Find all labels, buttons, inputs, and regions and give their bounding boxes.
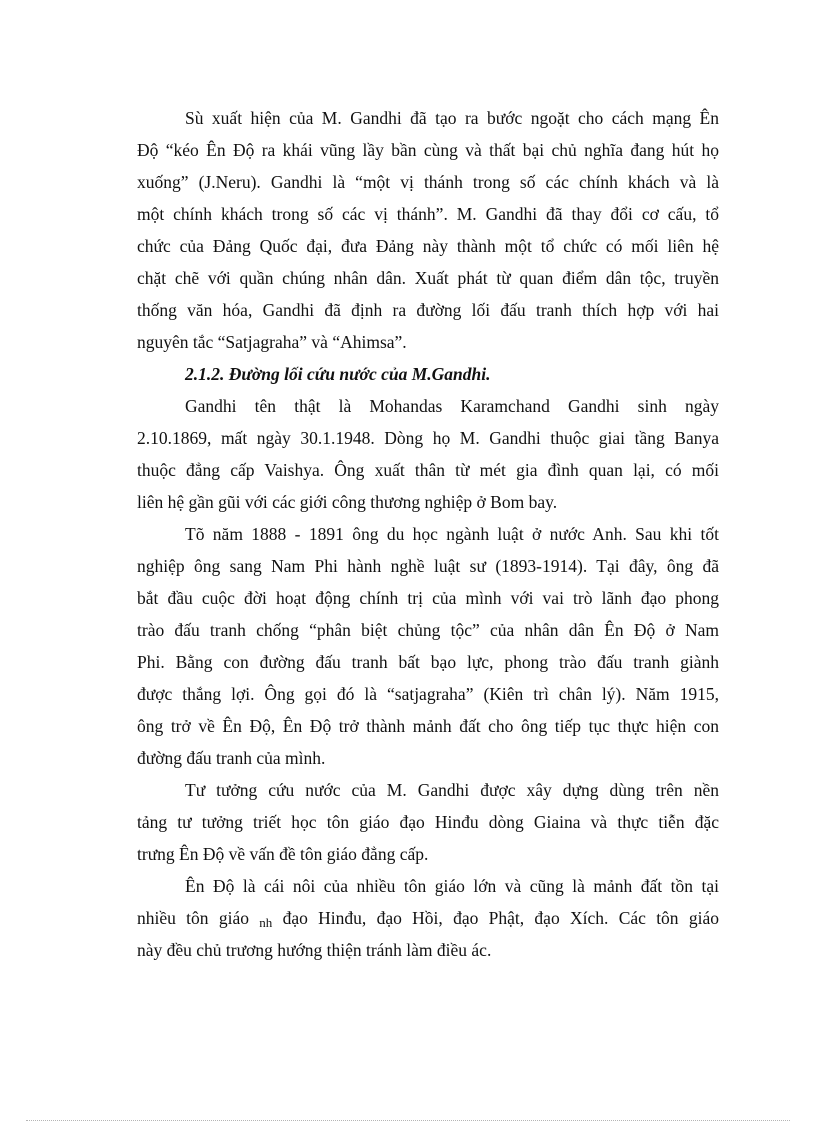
paragraph-2 xyxy=(137,390,719,518)
text-line: Tư tưởng cứu nước của M. Gandhi được xây dựng dùng trên nền xyxy=(185,780,719,800)
page-bottom-dotted-rule xyxy=(26,1120,790,1121)
text-line xyxy=(137,902,719,934)
text-line: ông trở về Ên Độ, Ên Độ trở thành mảnh đất cho ông tiếp tục thực hiện con xyxy=(137,716,719,736)
text-line: đường đấu tranh của mình. xyxy=(137,748,326,768)
document-body xyxy=(137,102,719,966)
text-line: trưng Ên Độ về vấn đề tôn giáo đẳng cấp. xyxy=(137,844,429,864)
text-line: trào đấu tranh chống “phân biệt chủng tộc” của nhân dân Ên Độ ở Nam xyxy=(137,620,719,640)
text-line: nghiệp ông sang Nam Phi hành nghề luật sư (1893-1914). Tại đây, ông đã xyxy=(137,556,719,576)
text-line: xuống” (J.Neru). Gandhi là “một vị thánh trong số các chính khách và là xyxy=(137,172,719,192)
paragraph-3 xyxy=(137,518,719,774)
text-line: Gandhi tên thật là Mohandas Karamchand Gandhi sinh ngày xyxy=(185,396,719,416)
paragraph-5 xyxy=(137,870,719,966)
text-line: 2.10.1869, mất ngày 30.1.1948. Dòng họ M. Gandhi thuộc giai tầng Banya xyxy=(137,428,719,448)
text-fragment: nhiều tôn giáo xyxy=(137,908,260,928)
text-line: Độ “kéo Ên Độ ra khái vũng lầy bần cùng và thất bại chủ nghĩa đang hút họ xyxy=(137,140,719,160)
text-line: chặt chẽ với quần chúng nhân dân. Xuất phát từ quan điểm dân tộc, truyền xyxy=(137,268,719,288)
text-line: tảng tư tưởng triết học tôn giáo đạo Hinđu dòng Giaina và thực tiễn đặc xyxy=(137,812,719,832)
text-line: Sù xuất hiện của M. Gandhi đã tạo ra bước ngoặt cho cách mạng Ên xyxy=(185,108,719,128)
text-line: này đều chủ trương hướng thiện tránh làm điều ác. xyxy=(137,940,492,960)
text-line: bắt đầu cuộc đời hoạt động chính trị của mình với vai trò lãnh đạo phong xyxy=(137,588,719,608)
text-line: một chính khách trong số các vị thánh”. M. Gandhi đã thay đổi cơ cấu, tổ xyxy=(137,204,719,224)
text-line: Ên Độ là cái nôi của nhiều tôn giáo lớn và cũng là mảnh đất tồn tại xyxy=(185,876,719,896)
text-line: Tõ năm 1888 - 1891 ông du học ngành luật ở nước Anh. Sau khi tốt xyxy=(185,524,719,544)
text-fragment: đạo Hinđu, đạo Hồi, đạo Phật, đạo Xích. Các tôn giáo xyxy=(272,908,719,928)
section-heading: 2.1.2. Đường lối cứu nước của M.Gandhi. xyxy=(185,364,491,384)
paragraph-4 xyxy=(137,774,719,870)
text-line: chức của Đảng Quốc đại, đưa Đảng này thành một tổ chức có mối liên hệ xyxy=(137,236,719,256)
paragraph-1 xyxy=(137,102,719,358)
text-line: thống văn hóa, Gandhi đã định ra đường lối đấu tranh thích hợp với hai xyxy=(137,300,719,320)
subscript-fragment: nh xyxy=(259,915,273,930)
text-line: được thắng lợi. Ông gọi đó là “satjagraha” (Kiên trì chân lý). Năm 1915, xyxy=(137,684,719,704)
text-line: thuộc đẳng cấp Vaishya. Ông xuất thân từ mét gia đình quan lại, có mối xyxy=(137,460,719,480)
text-line: Phi. Bằng con đường đấu tranh bất bạo lực, phong trào đấu tranh giành xyxy=(137,652,719,672)
text-line: liên hệ gần gũi với các giới công thương nghiệp ở Bom bay. xyxy=(137,492,558,512)
text-line: nguyên tắc “Satjagraha” và “Ahimsa”. xyxy=(137,332,407,352)
